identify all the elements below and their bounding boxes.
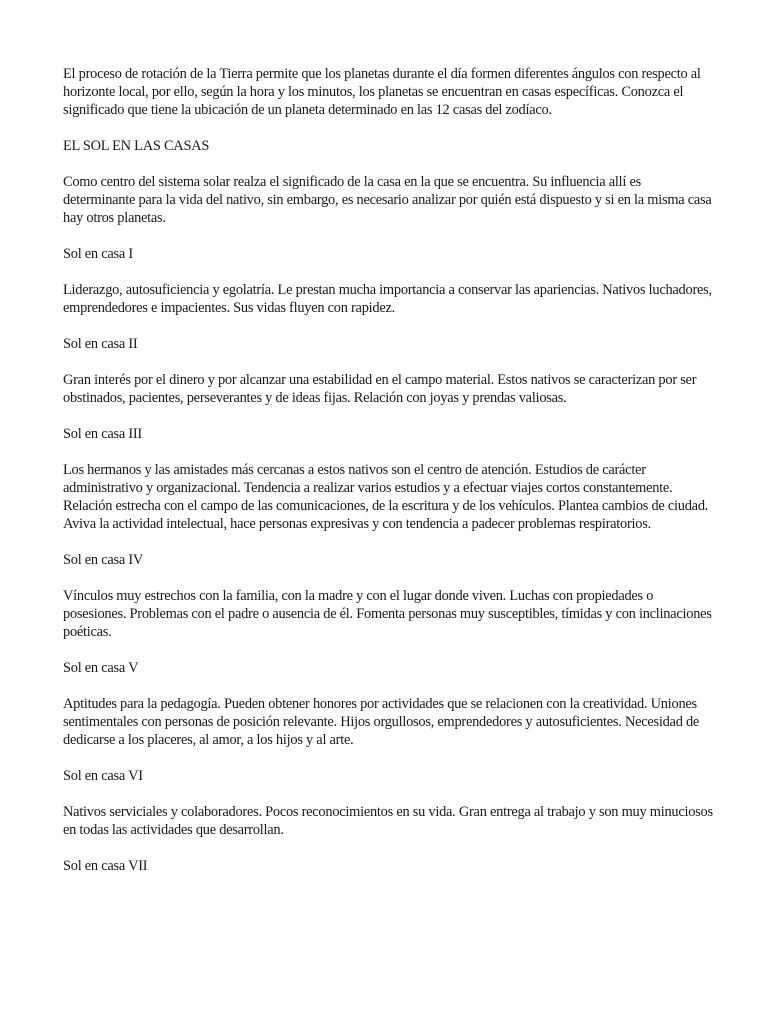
- house-4-text: Vínculos muy estrechos con la familia, con la madre y con el lugar donde viven. Luchas con propiedades o posesiones. Problemas con el padre o ausencia de él. Fomenta personas muy susceptibles, tímidas y con inclinaciones poéticas.: [63, 588, 712, 640]
- house-3-text: Los hermanos y las amistades más cercanas a estos nativos son el centro de atención. Estudios de carácter administrativo y organizacional. Tendencia a realizar varios estudios y a efectuar viajes cortos constantemente. Relación estrecha con el campo de las comunicaciones, de la escritura y de los vehículos. Plantea cambios de ciudad. Aviva la actividad intelectual, hace personas expresivas y con tendencia a padecer problemas respiratorios.: [63, 462, 709, 532]
- document-page: [63, 65, 713, 893]
- section-title: EL SOL EN LAS CASAS: [63, 138, 210, 154]
- house-6-heading: Sol en casa VI: [63, 768, 143, 784]
- house-1-text: Liderazgo, autosuficiencia y egolatría. Le prestan mucha importancia a conservar las apariencias. Nativos luchadores, emprendedores e impacientes. Sus vidas fluyen con rapidez.: [63, 282, 712, 316]
- house-4-heading: Sol en casa IV: [63, 552, 144, 568]
- house-5-heading: Sol en casa V: [63, 660, 139, 676]
- house-6-text: Nativos serviciales y colaboradores. Pocos reconocimientos en su vida. Gran entrega al trabajo y son muy minuciosos en todas las actividades que desarrollan.: [63, 804, 713, 838]
- house-1-heading: Sol en casa I: [63, 246, 133, 262]
- house-3-heading: Sol en casa III: [63, 426, 142, 442]
- section-intro-paragraph: Como centro del sistema solar realza el significado de la casa en la que se encuentra. Su influencia allí es determinante para la vida del nativo, sin embargo, es necesario analizar por quién está dispuesto y si en la misma casa hay otros planetas.: [63, 174, 712, 226]
- house-5-text: Aptitudes para la pedagogía. Pueden obtener honores por actividades que se relacionen con la creatividad. Uniones sentimentales con personas de posición relevante. Hijos orgullosos, emprendedores y autosuficientes. Necesidad de dedicarse a los placeres, al amor, a los hijos y al arte.: [63, 696, 700, 748]
- house-7-heading: Sol en casa VII: [63, 858, 148, 874]
- intro-paragraph: El proceso de rotación de la Tierra permite que los planetas durante el día formen diferentes ángulos con respecto al horizonte local, por ello, según la hora y los minutos, los planetas se encuentran en casas específicas. Conozca el significado que tiene la ubicación de un planeta determinado en las 12 casas del zodíaco.: [63, 66, 701, 118]
- house-2-heading: Sol en casa II: [63, 336, 138, 352]
- house-2-text: Gran interés por el dinero y por alcanzar una estabilidad en el campo material. Estos nativos se caracterizan por ser obstinados, pacientes, perseverantes y de ideas fijas. Relación con joyas y prendas valiosas.: [63, 372, 697, 406]
